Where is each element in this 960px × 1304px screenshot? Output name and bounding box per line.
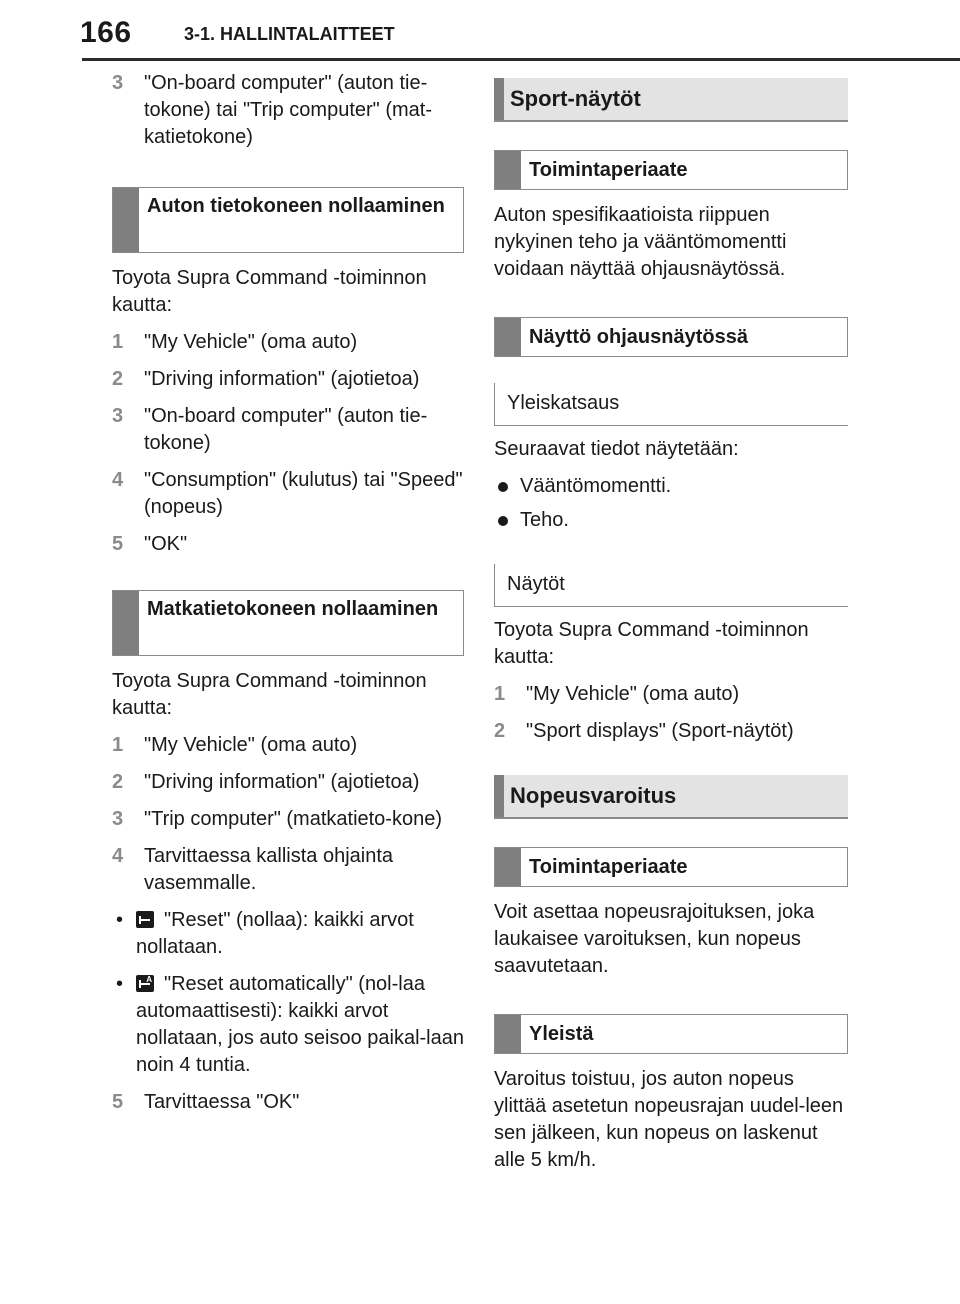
bullet-text: "Reset automatically" (nol-laa automaattisesti): kaikki arvot nollataan, jos auto seisoo paikal-laan noin 4 tuntia.	[136, 973, 464, 1076]
step-text: "My Vehicle" (oma auto)	[144, 734, 358, 756]
step-number: 3	[112, 72, 124, 94]
step-text: "Consumption" (kulutus) tai "Speed" (nopeus)	[144, 469, 463, 518]
step-text: "On-board computer" (auton tie-tokone) tai "Trip computer" (mat-katietokone)	[144, 72, 432, 148]
bullet-dot	[498, 516, 508, 526]
step-text: "On-board computer" (auton tie-tokone)	[144, 405, 428, 454]
section-heading: Nopeusvaroitus	[494, 775, 848, 819]
section-intro: Toyota Supra Command -toiminnon kautta:	[112, 267, 427, 316]
step-item	[494, 681, 848, 708]
general-text: Varoitus toistuu, jos auton nopeus ylittää asetetun nopeusrajan uudel-leen sen jälkeen, kun nopeus on laskenut alle 5 km/h.	[494, 1068, 844, 1171]
subsection-heading: Matkatietokoneen nollaaminen	[112, 590, 464, 656]
subsection-heading: Toimintaperiaate	[494, 150, 848, 190]
step-text: "Driving information" (ajotietoa)	[144, 368, 420, 390]
step-item	[112, 531, 464, 558]
step-text: "Trip computer" (matkatieto-kone)	[144, 808, 442, 830]
right-column	[494, 68, 848, 1174]
header-divider	[82, 58, 960, 61]
minor-heading: Näytöt	[494, 564, 848, 607]
step-number: 5	[112, 533, 124, 555]
left-column	[112, 68, 464, 1116]
step-item	[112, 806, 464, 833]
list-item: Teho.	[494, 507, 848, 534]
chapter-title: 3-1. HALLINTALAITTEET	[184, 24, 395, 44]
step-text: Tarvittaessa kallista ohjainta vasemmalle.	[144, 845, 394, 894]
step-number: 5	[112, 1091, 124, 1113]
step-number: 3	[112, 405, 124, 427]
step-item	[112, 1089, 464, 1116]
overview-text: Seuraavat tiedot näytetään:	[494, 438, 739, 460]
step-number: 3	[112, 808, 124, 830]
section-intro: Toyota Supra Command -toiminnon kautta:	[494, 619, 809, 668]
step-item	[112, 329, 464, 356]
step-item	[112, 403, 464, 457]
principle-text: Voit asettaa nopeusrajoituksen, joka laukaisee varoituksen, kun nopeus saavutetaan.	[494, 901, 815, 977]
step-text: "My Vehicle" (oma auto)	[144, 331, 358, 353]
principle-text: Auton spesifikaatioista riippuen nykyinen teho ja vääntömomentti voidaan näyttää ohjausnäytössä.	[494, 204, 787, 280]
step-text: "Sport displays" (Sport-näytöt)	[526, 720, 794, 742]
step-item	[112, 732, 464, 759]
step-number: 2	[112, 771, 124, 793]
step-item	[112, 843, 464, 897]
step-number: 4	[112, 845, 124, 867]
section-heading: Sport-näytöt	[494, 78, 848, 122]
page-header	[0, 0, 960, 60]
step-item	[494, 718, 848, 745]
bullet-mark: •	[116, 973, 124, 995]
step-item	[112, 70, 464, 151]
subsection-heading: Auton tietokoneen nollaaminen	[112, 187, 464, 253]
bullet-mark: •	[116, 909, 124, 931]
step-item	[112, 467, 464, 521]
section-intro: Toyota Supra Command -toiminnon kautta:	[112, 670, 427, 719]
step-item	[112, 366, 464, 393]
bullet-dot	[498, 482, 508, 492]
step-number: 1	[112, 331, 124, 353]
step-number: 4	[112, 469, 124, 491]
step-number: 2	[112, 368, 124, 390]
page-number: 166	[80, 16, 132, 49]
reset-icon	[136, 911, 154, 928]
minor-heading: Yleiskatsaus	[494, 383, 848, 426]
step-text: "OK"	[144, 533, 188, 555]
bullet-item	[112, 971, 464, 1079]
subsection-heading: Näyttö ohjausnäytössä	[494, 317, 848, 357]
bullet-item	[112, 907, 464, 961]
step-text: "My Vehicle" (oma auto)	[526, 683, 740, 705]
subsection-heading: Toimintaperiaate	[494, 847, 848, 887]
subsection-heading: Yleistä	[494, 1014, 848, 1054]
step-number: 1	[112, 734, 124, 756]
bullet-text: "Reset" (nollaa): kaikki arvot nollataan.	[136, 909, 414, 958]
list-item: Vääntömomentti.	[494, 473, 848, 500]
reset-auto-icon: A	[136, 975, 154, 992]
step-item	[112, 769, 464, 796]
step-text: "Driving information" (ajotietoa)	[144, 771, 420, 793]
step-text: Tarvittaessa "OK"	[144, 1091, 300, 1113]
step-number: 2	[494, 720, 506, 742]
step-number: 1	[494, 683, 506, 705]
